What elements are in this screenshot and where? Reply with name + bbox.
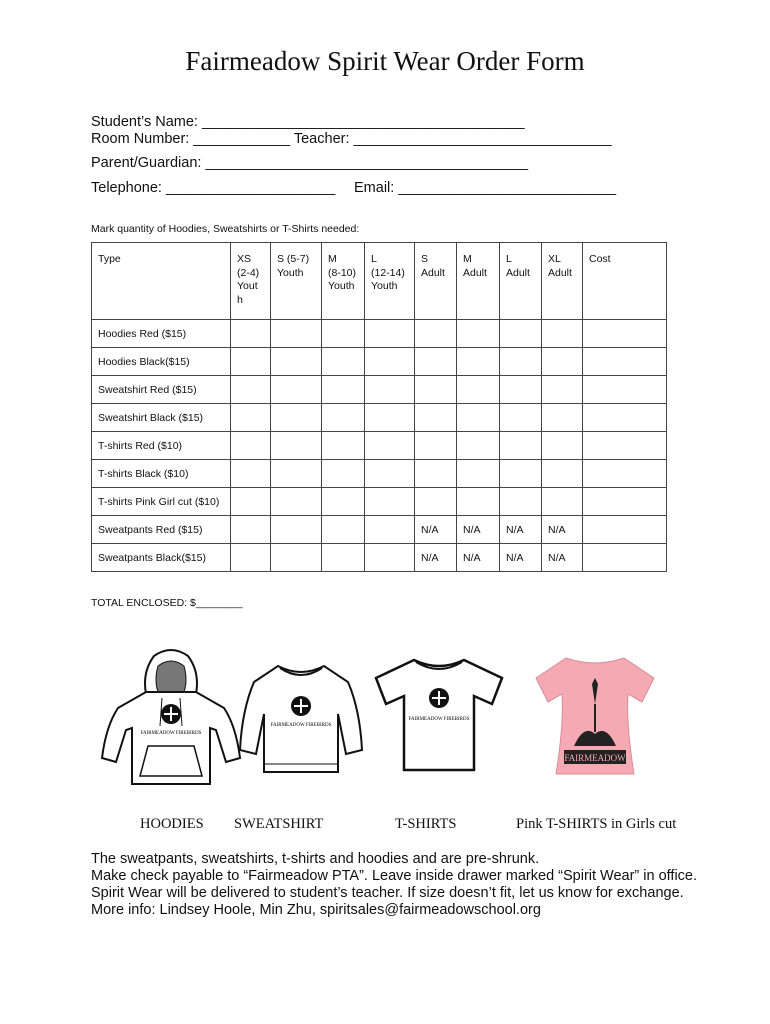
pink-tshirt-image: [534, 654, 656, 776]
cost-cell[interactable]: [583, 404, 667, 432]
qty-cell[interactable]: [231, 432, 271, 460]
qty-cell[interactable]: [271, 404, 322, 432]
table-row: [92, 376, 667, 404]
qty-cell[interactable]: [365, 348, 415, 376]
na-cell: N/A: [415, 516, 457, 544]
qty-cell[interactable]: [542, 432, 583, 460]
row-type: Sweatshirt Red ($15): [92, 376, 231, 404]
qty-cell[interactable]: [271, 516, 322, 544]
qty-cell[interactable]: [365, 488, 415, 516]
note-line: Make check payable to “Fairmeadow PTA”. Leave inside drawer marked “Spirit Wear” in office.: [91, 868, 698, 884]
qty-cell[interactable]: [322, 488, 365, 516]
cost-cell[interactable]: [583, 320, 667, 348]
qty-cell[interactable]: [322, 348, 365, 376]
row-type: T-shirts Red ($10): [92, 432, 231, 460]
na-cell: N/A: [457, 516, 500, 544]
qty-cell[interactable]: [271, 376, 322, 404]
row-type: Hoodies Black($15): [92, 348, 231, 376]
na-cell: N/A: [500, 544, 542, 572]
qty-cell[interactable]: [271, 544, 322, 572]
qty-cell[interactable]: [231, 348, 271, 376]
pink-logo-text: FAIRMEADOW: [564, 753, 626, 763]
qty-cell[interactable]: [231, 544, 271, 572]
table-row: [92, 432, 667, 460]
hoodie-image: [96, 648, 242, 788]
qty-cell[interactable]: [542, 320, 583, 348]
qty-cell[interactable]: [415, 460, 457, 488]
qty-cell[interactable]: [457, 320, 500, 348]
cost-cell[interactable]: [583, 544, 667, 572]
table-row: [92, 320, 667, 348]
qty-cell[interactable]: [542, 348, 583, 376]
qty-cell[interactable]: [415, 488, 457, 516]
qty-cell[interactable]: [415, 432, 457, 460]
qty-cell[interactable]: [500, 320, 542, 348]
header-type: Type: [92, 243, 231, 320]
note-line: The sweatpants, sweatshirts, t-shirts and hoodies and are pre-shrunk.: [91, 851, 540, 867]
qty-cell[interactable]: [500, 348, 542, 376]
student-name-field[interactable]: Student’s Name: ________________________________________: [91, 114, 525, 130]
table-row: [92, 460, 667, 488]
qty-cell[interactable]: [271, 320, 322, 348]
qty-cell[interactable]: [322, 460, 365, 488]
qty-cell[interactable]: [542, 376, 583, 404]
qty-cell[interactable]: [542, 488, 583, 516]
qty-cell[interactable]: [322, 320, 365, 348]
qty-cell[interactable]: [271, 348, 322, 376]
na-cell: N/A: [500, 516, 542, 544]
qty-cell[interactable]: [271, 460, 322, 488]
cost-cell[interactable]: [583, 488, 667, 516]
qty-cell[interactable]: [415, 320, 457, 348]
qty-cell[interactable]: [415, 404, 457, 432]
qty-cell[interactable]: [500, 432, 542, 460]
table-row: [92, 544, 667, 572]
na-cell: N/A: [542, 544, 583, 572]
note-line: Spirit Wear will be delivered to student’s teacher. If size doesn’t fit, let us know for exchange.: [91, 885, 684, 901]
sweatshirt-logo-text: FAIRMEADOW FIREBIRDS: [270, 723, 332, 728]
qty-cell[interactable]: [322, 516, 365, 544]
row-type: Sweatpants Black($15): [92, 544, 231, 572]
qty-cell[interactable]: [415, 348, 457, 376]
row-type: Sweatshirt Black ($15): [92, 404, 231, 432]
table-row: [92, 488, 667, 516]
tshirt-logo-text: FAIRMEADOW FIREBIRDS: [408, 717, 470, 722]
qty-cell[interactable]: [542, 460, 583, 488]
cost-cell[interactable]: [583, 460, 667, 488]
qty-cell[interactable]: [271, 488, 322, 516]
qty-cell[interactable]: [231, 516, 271, 544]
sweatshirt-image: [238, 660, 364, 776]
qty-cell[interactable]: [457, 432, 500, 460]
qty-cell[interactable]: [500, 460, 542, 488]
qty-cell[interactable]: [365, 376, 415, 404]
qty-cell[interactable]: [500, 488, 542, 516]
header-cost: Cost: [583, 243, 667, 320]
qty-cell[interactable]: [231, 488, 271, 516]
note-line: More info: Lindsey Hoole, Min Zhu, spiritsales@fairmeadowschool.org: [91, 902, 541, 918]
qty-cell[interactable]: [231, 460, 271, 488]
room-teacher-field[interactable]: Room Number: ____________ Teacher: ________________________________: [91, 131, 612, 147]
qty-cell[interactable]: [457, 348, 500, 376]
table-row: [92, 348, 667, 376]
qty-cell[interactable]: [500, 376, 542, 404]
qty-cell[interactable]: [457, 376, 500, 404]
qty-cell[interactable]: [365, 432, 415, 460]
header-m-youth: M (8-10) Youth: [322, 243, 365, 320]
table-row: [92, 404, 667, 432]
na-cell: N/A: [415, 544, 457, 572]
header-s-youth: S (5-7) Youth: [271, 243, 322, 320]
qty-cell[interactable]: [322, 432, 365, 460]
qty-cell[interactable]: [415, 376, 457, 404]
qty-cell[interactable]: [457, 404, 500, 432]
table-instructions: Mark quantity of Hoodies, Sweatshirts or T-Shirts needed:: [91, 223, 360, 235]
caption-sweatshirt: SWEATSHIRT: [234, 816, 324, 832]
row-type: Hoodies Red ($15): [92, 320, 231, 348]
cost-cell[interactable]: [583, 348, 667, 376]
qty-cell[interactable]: [500, 404, 542, 432]
page-title: Fairmeadow Spirit Wear Order Form: [185, 46, 585, 76]
table-header-row: [92, 243, 667, 320]
qty-cell[interactable]: [231, 404, 271, 432]
total-enclosed[interactable]: TOTAL ENCLOSED: $________: [91, 597, 243, 609]
header-l-youth: L (12-14) Youth: [365, 243, 415, 320]
cost-cell[interactable]: [583, 376, 667, 404]
hoodie-logo-text: FAIRMEADOW FIREBIRDS: [140, 731, 202, 736]
caption-pink: Pink T-SHIRTS in Girls cut: [516, 816, 677, 832]
row-type: T-shirts Pink Girl cut ($10): [92, 488, 231, 516]
qty-cell[interactable]: [365, 460, 415, 488]
qty-cell[interactable]: [271, 432, 322, 460]
qty-cell[interactable]: [365, 320, 415, 348]
order-table: [91, 242, 667, 572]
header-xl-adult: XL Adult: [542, 243, 583, 320]
row-type: T-shirts Black ($10): [92, 460, 231, 488]
qty-cell[interactable]: [322, 376, 365, 404]
na-cell: N/A: [457, 544, 500, 572]
qty-cell[interactable]: [457, 488, 500, 516]
header-m-adult: M Adult: [457, 243, 500, 320]
header-s-adult: S Adult: [415, 243, 457, 320]
qty-cell[interactable]: [365, 404, 415, 432]
caption-tshirts: T-SHIRTS: [395, 816, 457, 832]
cost-cell[interactable]: [583, 516, 667, 544]
telephone-field[interactable]: Telephone: _____________________: [91, 180, 336, 196]
na-cell: N/A: [542, 516, 583, 544]
parent-guardian-field[interactable]: Parent/Guardian: ________________________________________: [91, 155, 529, 171]
qty-cell[interactable]: [365, 544, 415, 572]
qty-cell[interactable]: [542, 404, 583, 432]
tshirt-image: [370, 656, 508, 774]
row-type: Sweatpants Red ($15): [92, 516, 231, 544]
qty-cell[interactable]: [322, 544, 365, 572]
qty-cell[interactable]: [322, 404, 365, 432]
header-xs-youth: XS (2-4) Yout h: [231, 243, 271, 320]
caption-hoodies: HOODIES: [140, 816, 204, 832]
qty-cell[interactable]: [231, 320, 271, 348]
qty-cell[interactable]: [365, 516, 415, 544]
qty-cell[interactable]: [457, 460, 500, 488]
table-row: [92, 516, 667, 544]
header-l-adult: L Adult: [500, 243, 542, 320]
qty-cell[interactable]: [231, 376, 271, 404]
email-field[interactable]: Email: ___________________________: [354, 180, 617, 196]
cost-cell[interactable]: [583, 432, 667, 460]
notes-block: [91, 851, 697, 919]
